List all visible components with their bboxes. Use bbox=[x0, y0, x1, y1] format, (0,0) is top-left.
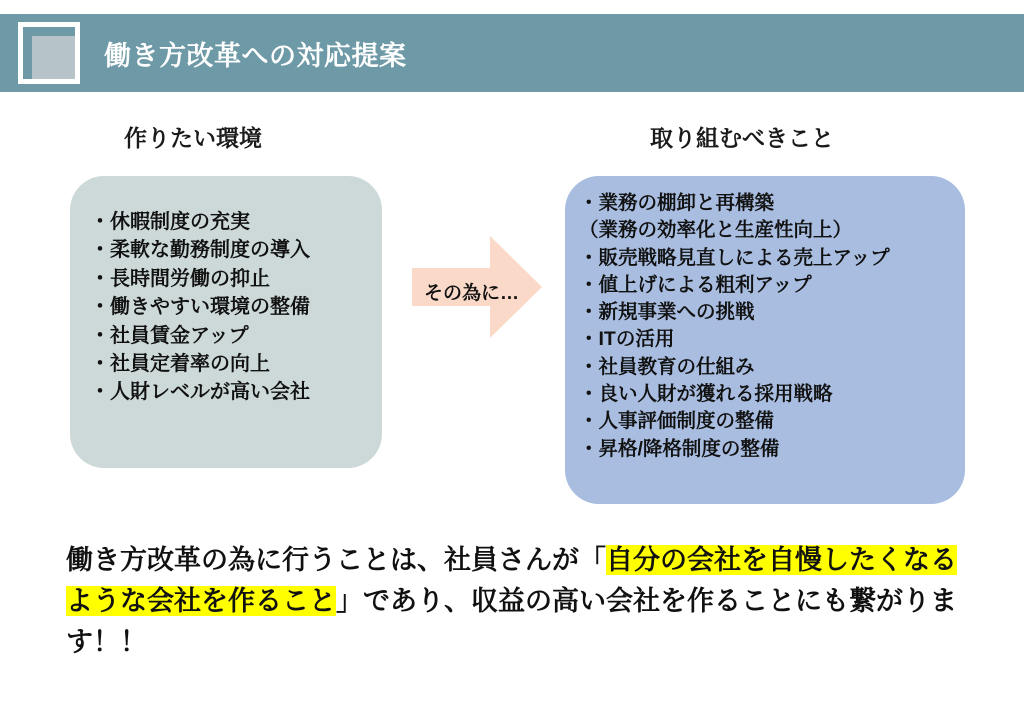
statement-highlight: 自分の会社を自慢したくなるような会社を作ること bbox=[66, 545, 957, 617]
list-item: ・販売戦略見直しによる売上アップ bbox=[579, 246, 890, 269]
statement-part-2: 」であり、収益の高い会社を作ることにも繋がります！！ bbox=[66, 586, 957, 658]
list-item: （業務の効率化と生産性向上） bbox=[579, 219, 853, 242]
list-item: ・長時間労働の抑止 bbox=[90, 267, 270, 290]
right-item-list bbox=[565, 176, 965, 463]
list-item: ・新規事業への挑戦 bbox=[579, 301, 755, 324]
list-item: ・ITの活用 bbox=[579, 328, 675, 351]
list-item: ・社員定着率の向上 bbox=[90, 352, 270, 375]
list-item: ・人財レベルが高い会社 bbox=[90, 381, 310, 404]
left-content-box bbox=[70, 176, 382, 468]
list-item: ・良い人財が獲れる採用戦略 bbox=[579, 383, 833, 406]
statement-part-1: 働き方改革の為に行うことは、社員さんが「 bbox=[66, 545, 606, 575]
left-item-list bbox=[70, 176, 382, 407]
arrow-label: その為に… bbox=[424, 283, 520, 304]
list-item: ・休暇制度の充実 bbox=[90, 211, 250, 233]
page-title: 働き方改革への対応提案 bbox=[104, 41, 407, 71]
right-content-box bbox=[565, 176, 965, 504]
list-item: ・業務の棚卸と再構築 bbox=[579, 192, 775, 214]
list-item: ・昇格/降格制度の整備 bbox=[579, 437, 780, 460]
header-accent-frame bbox=[18, 22, 80, 84]
list-item: ・柔軟な勤務制度の導入 bbox=[90, 239, 310, 262]
list-item: ・値上げによる粗利アップ bbox=[579, 273, 812, 296]
list-item: ・社員賃金アップ bbox=[90, 324, 249, 347]
summary-statement bbox=[66, 540, 976, 663]
right-column-heading: 取り組むべきこと bbox=[650, 125, 834, 151]
list-item: ・人事評価制度の整備 bbox=[579, 410, 775, 433]
left-column-heading: 作りたい環境 bbox=[124, 125, 262, 151]
list-item: ・働きやすい環境の整備 bbox=[90, 296, 310, 319]
list-item: ・社員教育の仕組み bbox=[579, 355, 755, 378]
